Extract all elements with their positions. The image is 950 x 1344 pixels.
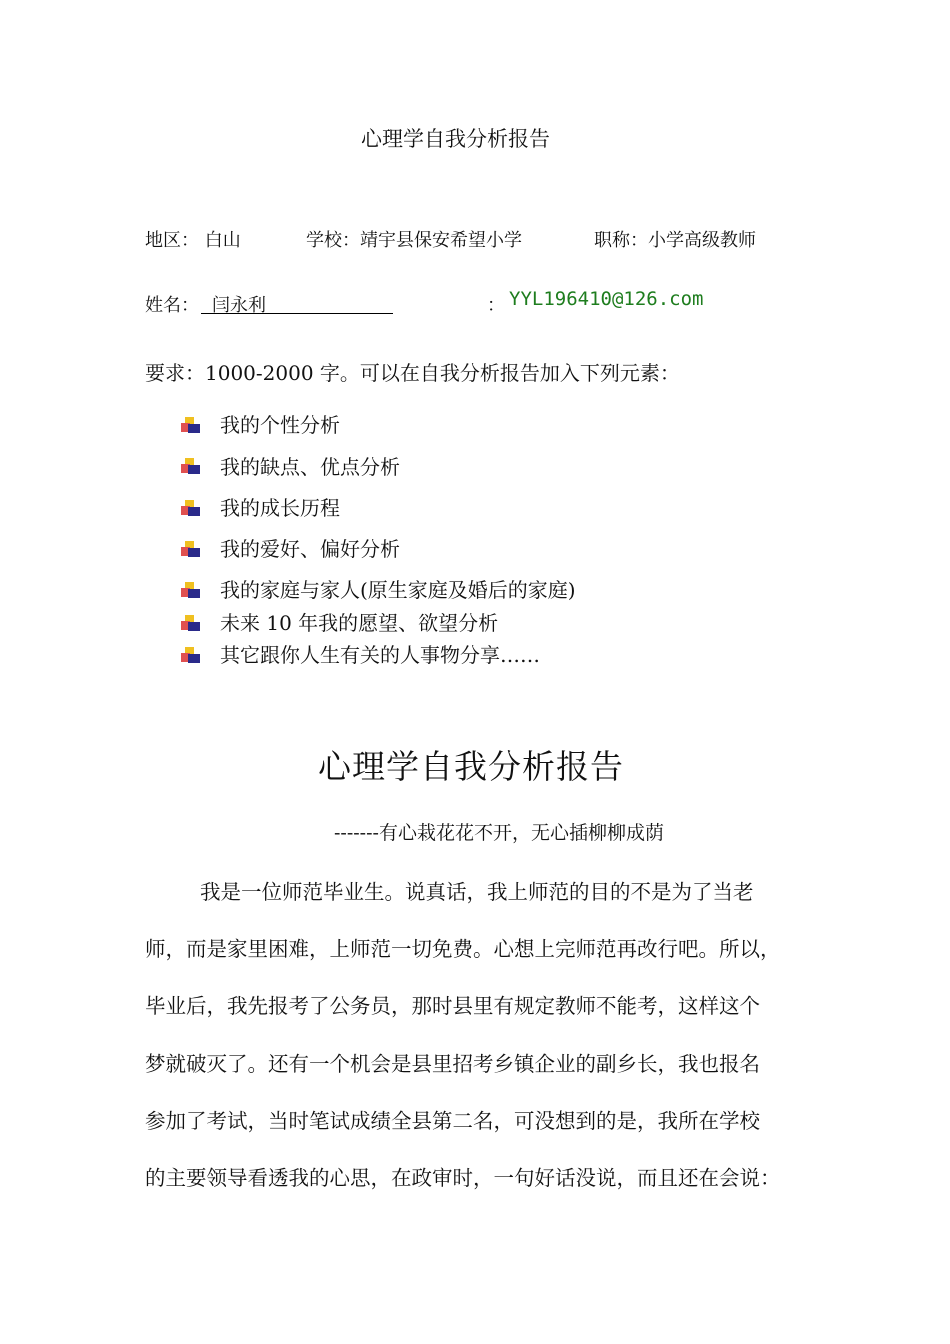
name-value: 闫永利	[212, 295, 266, 316]
paragraph-line: 毕业后，我先报考了公务员，那时县里有规定教师不能考，这样这个	[145, 994, 760, 1018]
list-item-label: 其它跟你人生有关的人事物分享……	[220, 643, 540, 667]
stacked-squares-icon	[181, 582, 203, 600]
stacked-squares-icon	[181, 615, 203, 633]
list-item-label: 我的家庭与家人(原生家庭及婚后的家庭)	[220, 578, 576, 602]
main-title: 心理学自我分析报告	[318, 747, 624, 786]
paragraph-line: 我是一位师范毕业生。说真话，我上师范的目的不是为了当老	[200, 880, 754, 904]
region-field: 地区： 白山	[145, 230, 241, 251]
stacked-squares-icon	[181, 647, 203, 665]
list-item-label: 我的成长历程	[220, 496, 340, 520]
email-link[interactable]: YYL196410@126.com	[509, 288, 704, 310]
stacked-squares-icon	[181, 500, 203, 518]
paragraph-line: 梦就破灭了。还有一个机会是县里招考乡镇企业的副乡长，我也报名	[145, 1052, 760, 1076]
paragraph-line: 师，而是家里困难，上师范一切免费。心想上完师范再改行吧。所以，	[145, 937, 781, 961]
subtitle: -------有心栽花花不开，无心插柳柳成荫	[334, 822, 664, 844]
list-item-label: 我的个性分析	[220, 413, 340, 437]
requirement-text: 要求：1000-2000 字。可以在自我分析报告加入下列元素：	[145, 361, 680, 385]
list-item-label: 我的缺点、优点分析	[220, 455, 400, 479]
stacked-squares-icon	[181, 541, 203, 559]
paragraph-line: 的主要领导看透我的心思，在政审时，一句好话没说，而且还在会说：	[145, 1166, 781, 1190]
list-item-label: 我的爱好、偏好分析	[220, 537, 400, 561]
school-field: 学校：靖宇县保安希望小学	[306, 230, 522, 251]
stacked-squares-icon	[181, 458, 203, 476]
list-item-label: 未来 10 年我的愿望、欲望分析	[220, 611, 499, 635]
name-label: 姓名：	[145, 295, 199, 316]
page-title: 心理学自我分析报告	[361, 127, 550, 151]
paragraph-line: 参加了考试，当时笔试成绩全县第二名，可没想到的是，我所在学校	[145, 1109, 760, 1133]
rank-field: 职称：小学高级教师	[594, 230, 756, 251]
email-prefix: ：	[487, 295, 505, 316]
stacked-squares-icon	[181, 417, 203, 435]
name-underline	[201, 313, 393, 314]
